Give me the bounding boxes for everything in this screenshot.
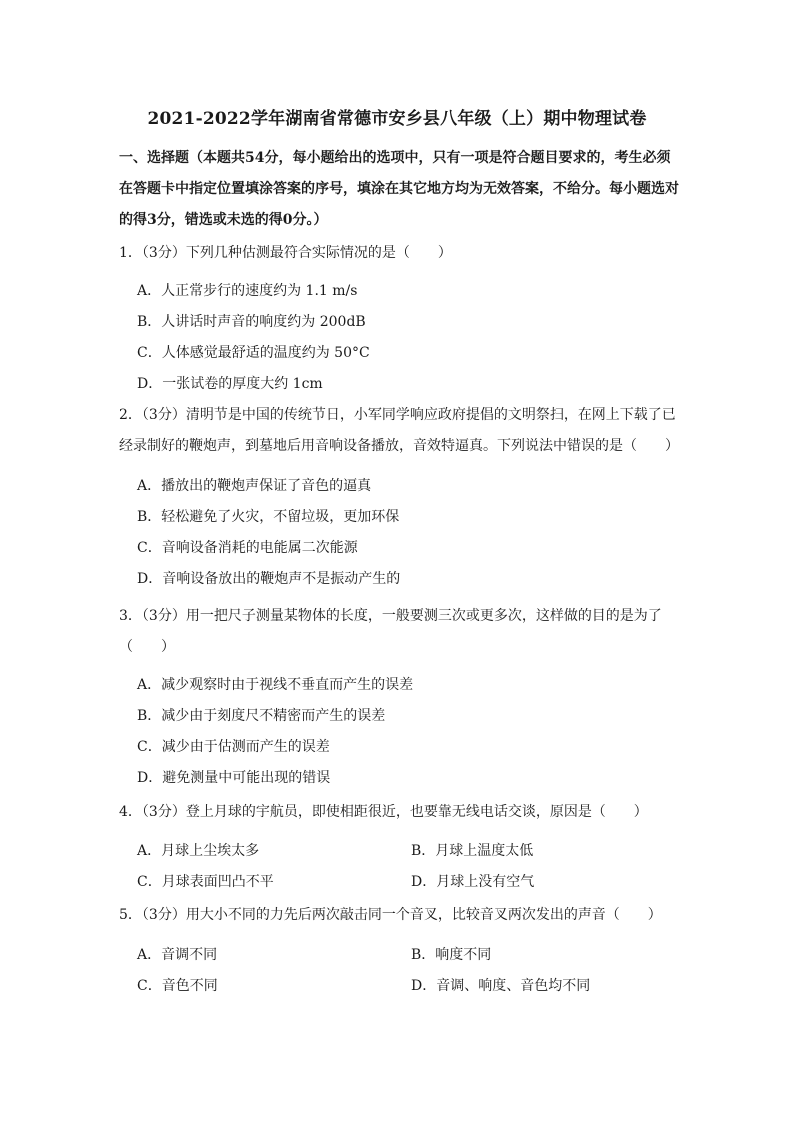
- question-5-option-c: C．音色不同: [137, 978, 218, 994]
- question-4-stem: 4．（3分）登上月球的宇航员，即使相距很近，也要靠无线电话交谈，原因是（ ）: [119, 804, 648, 820]
- question-4-option-a: A．月球上尘埃太多: [137, 843, 260, 859]
- question-4-option-c: C．月球表面凹凸不平: [137, 874, 274, 890]
- question-2-option-b: B．轻松避免了火灾，不留垃圾，更加环保: [137, 509, 400, 525]
- question-1-option-c: C．人体感觉最舒适的温度约为 50°C: [137, 345, 370, 361]
- question-1-stem: 1．（3分）下列几种估测最符合实际情况的是（ ）: [119, 245, 452, 261]
- question-2-option-a: A．播放出的鞭炮声保证了音色的逼真: [137, 478, 372, 494]
- question-3-option-a: A．减少观察时由于视线不垂直而产生的误差: [137, 677, 414, 693]
- question-5-option-a: A．音调不同: [137, 947, 218, 963]
- question-5-stem: 5．（3分）用大小不同的力先后两次敲击同一个音叉，比较音叉两次发出的声音（ ）: [119, 907, 662, 923]
- question-2-stem: 2．（3分）清明节是中国的传统节日，小军同学响应政府提倡的文明祭扫，在网上下载了已经录制好的鞭炮声，到墓地后用音响设备播放，音效特逼真。下列说法中错误的是（ ）: [119, 407, 679, 454]
- question-4-option-b: B．月球上温度太低: [411, 843, 534, 859]
- question-1-option-d: D．一张试卷的厚度大约 1cm: [137, 376, 323, 392]
- question-3-option-d: D．避免测量中可能出现的错误: [137, 770, 331, 786]
- question-5-option-d: D．音调、响度、音色均不同: [411, 978, 591, 994]
- section-heading: 一、选择题（本题共54分，每小题给出的选项中，只有一项是符合题目要求的，考生必须在答题卡中指定位置填涂答案的序号，填涂在其它地方均为无效答案，不给分。每小题选对的得3分，错选或未选的得0分。）: [119, 150, 679, 228]
- question-5-option-b: B．响度不同: [411, 947, 492, 963]
- question-1-option-b: B．人讲话时声音的响度约为 200dB: [137, 314, 366, 330]
- question-2-option-c: C．音响设备消耗的电能属二次能源: [137, 540, 358, 556]
- question-3-stem: 3．（3分）用一把尺子测量某物体的长度，一般要测三次或更多次，这样做的目的是为了（ ）: [119, 608, 662, 655]
- question-2-option-d: D．音响设备放出的鞭炮声不是振动产生的: [137, 571, 401, 587]
- question-4-option-d: D．月球上没有空气: [411, 874, 535, 890]
- question-3-option-c: C．减少由于估测而产生的误差: [137, 739, 330, 755]
- question-3-option-b: B．减少由于刻度尺不精密而产生的误差: [137, 708, 386, 724]
- page-title: 2021-2022学年湖南省常德市安乡县八年级（上）期中物理试卷: [147, 109, 647, 129]
- question-1-option-a: A．人正常步行的速度约为 1.1 m/s: [137, 283, 358, 299]
